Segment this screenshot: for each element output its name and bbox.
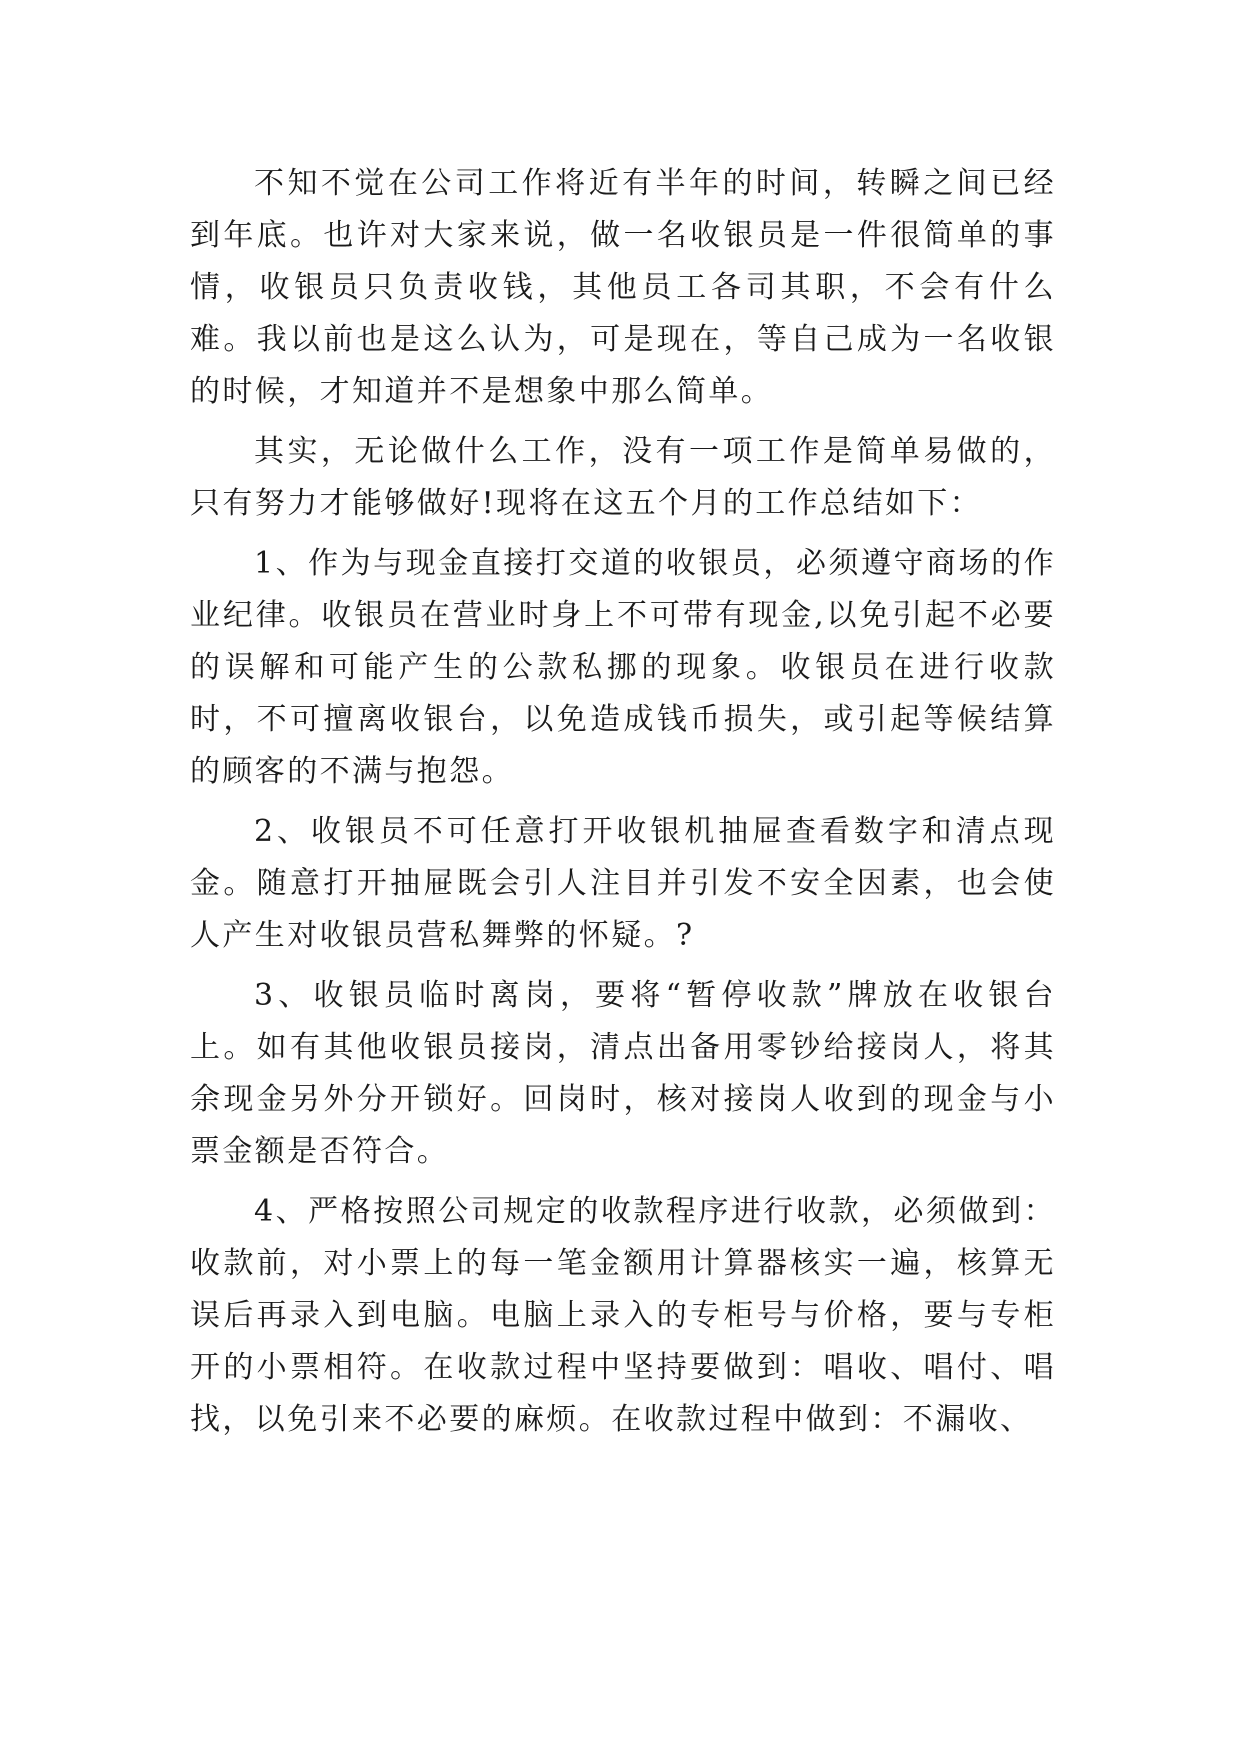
paragraph-summary-lead: 其实，无论做什么工作，没有一项工作是简单易做的，只有努力才能够做好!现将在这五个月的工作总结如下： <box>190 434 1056 521</box>
paragraph-item-3: 3、收银员临时离岗，要将“暂停收款”牌放在收银台上。如有其他收银员接岗，清点出备用零钞给接岗人，将其余现金另外分开锁好。回岗时，核对接岗人收到的现金与小票金额是否符合。 <box>190 978 1056 1169</box>
document-body <box>190 158 1056 1454</box>
paragraph-item-4: 4、严格按照公司规定的收款程序进行收款，必须做到：收款前，对小票上的每一笔金额用计算器核实一遍，核算无误后再录入到电脑。电脑上录入的专柜号与价格，要与专柜开的小票相符。在收款过程中坚持要做到：唱收、唱付、唱找，以免引来不必要的麻烦。在收款过程中做到：不漏收、 <box>190 1194 1056 1437</box>
paragraph-item-1: 1、作为与现金直接打交道的收银员，必须遵守商场的作业纪律。收银员在营业时身上不可带有现金,以免引起不必要的误解和可能产生的公款私挪的现象。收银员在进行收款时，不可擅离收银台，以免造成钱币损失，或引起等候结算的顾客的不满与抱怨。 <box>190 546 1056 789</box>
paragraph-item-2: 2、收银员不可任意打开收银机抽屉查看数字和清点现金。随意打开抽屉既会引人注目并引发不安全因素，也会使人产生对收银员营私舞弊的怀疑。? <box>190 814 1056 953</box>
paragraph-intro: 不知不觉在公司工作将近有半年的时间，转瞬之间已经到年底。也许对大家来说，做一名收银员是一件很简单的事情，收银员只负责收钱，其他员工各司其职，不会有什么难。我以前也是这么认为，可是现在，等自己成为一名收银的时候，才知道并不是想象中那么简单。 <box>190 166 1056 409</box>
